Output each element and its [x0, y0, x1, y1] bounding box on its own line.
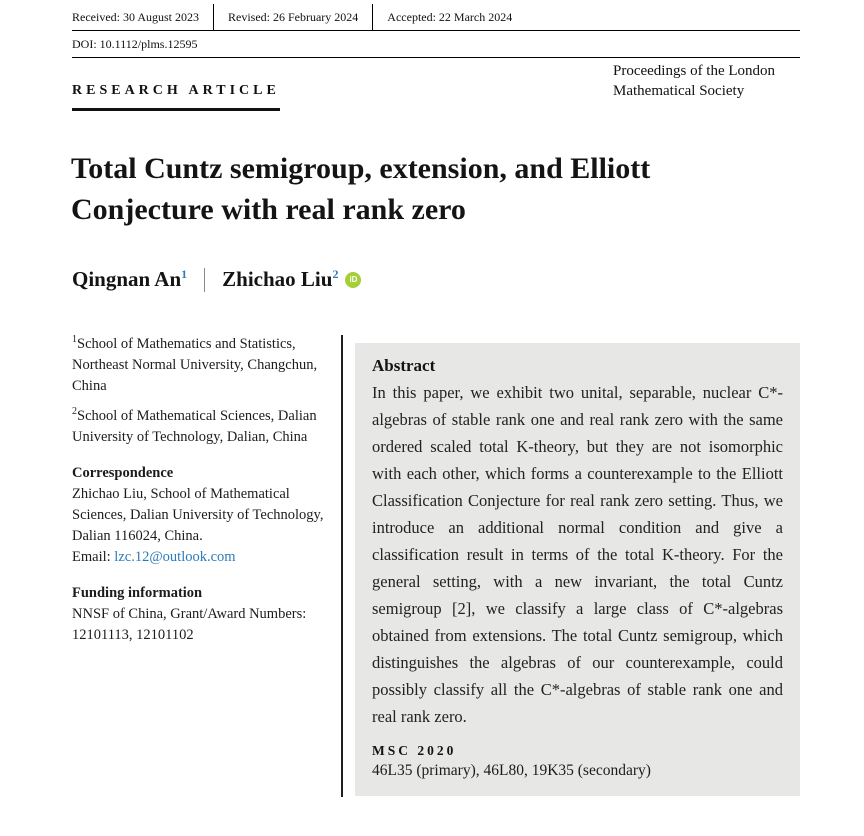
article-title: Total Cuntz semigroup, extension, and Elliott Conjecture with real rank zero [71, 152, 651, 226]
journal-name-line1: Proceedings of the London [613, 63, 776, 79]
abstract-text: In this paper, we exhibit two unital, separable, nuclear C*-algebras of stable rank one and real rank zero with the same ordered scaled total K-theory, but they are not isomorphic with each other, which forms a counterexample to the Elliott Classification Conjecture for real rank zero setting. Thus, we introduce an additional normal condition and give a classification result in terms of the total K-theory. For the general setting, with a new invariant, the total Cuntz semigroup [2], we classify a large class of C*-algebras obtained from extensions. The total Cuntz semigroup, which distinguishes the algebras of our counterexample, could possibly classify all the C*-algebras of stable rank one and real rank zero. [372, 383, 783, 726]
horizontal-rule [72, 57, 800, 58]
correspondence-heading: Correspondence [72, 465, 174, 481]
horizontal-rule [72, 30, 800, 31]
journal-name-line2: Mathematical Society [613, 82, 745, 99]
email-link[interactable]: lzc.12@outlook.com [114, 549, 236, 565]
doi-text: DOI: 10.1112/plms.12595 [72, 37, 198, 51]
column-divider [341, 335, 343, 797]
email-prefix: Email: [72, 549, 115, 565]
funding-heading: Funding information [72, 585, 203, 601]
abstract-box [355, 343, 800, 796]
affiliation-1 [72, 334, 340, 397]
funding-text: NNSF of China, Grant/Award Numbers: 12101113, 12101102 [72, 606, 307, 643]
author-1 [72, 267, 187, 292]
article-info-column [72, 334, 340, 646]
abstract-heading: Abstract [372, 356, 436, 375]
author-2-affiliation-sup: 2 [332, 267, 339, 281]
author-list [72, 267, 361, 292]
journal-name [613, 62, 803, 101]
author-2 [222, 267, 338, 292]
msc-heading: MSC 2020 [372, 743, 457, 758]
author-1-affiliation-sup: 1 [181, 267, 188, 281]
orcid-icon[interactable]: iD [345, 272, 361, 288]
correspondence-email-line [72, 547, 340, 568]
accepted-date: Accepted: 22 March 2024 [387, 9, 513, 24]
msc-codes: 46L35 (primary), 46L80, 19K35 (secondary) [372, 762, 651, 779]
author-1-name: Qingnan An [72, 267, 182, 291]
affiliation-2-text: School of Mathematical Sciences, Dalian University of Technology, Dalian, China [72, 408, 317, 445]
affiliation-2 [72, 406, 340, 448]
revised-date: Revised: 26 February 2024 [227, 9, 359, 24]
correspondence-text: Zhichao Liu, School of Mathematical Sciences, Dalian University of Technology, Dalian 116024, China. [72, 486, 324, 544]
received-date: Received: 30 August 2023 [72, 9, 199, 24]
author-2-name: Zhichao Liu [222, 267, 333, 291]
affiliation-1-text: School of Mathematics and Statistics, Northeast Normal University, Changchun, China [72, 336, 318, 394]
article-type-label: RESEARCH ARTICLE [72, 83, 280, 111]
affiliation-1-sup: 1 [72, 334, 77, 346]
article-history-bar [72, 4, 526, 30]
author-divider [204, 268, 205, 292]
affiliation-2-sup: 2 [72, 406, 77, 418]
